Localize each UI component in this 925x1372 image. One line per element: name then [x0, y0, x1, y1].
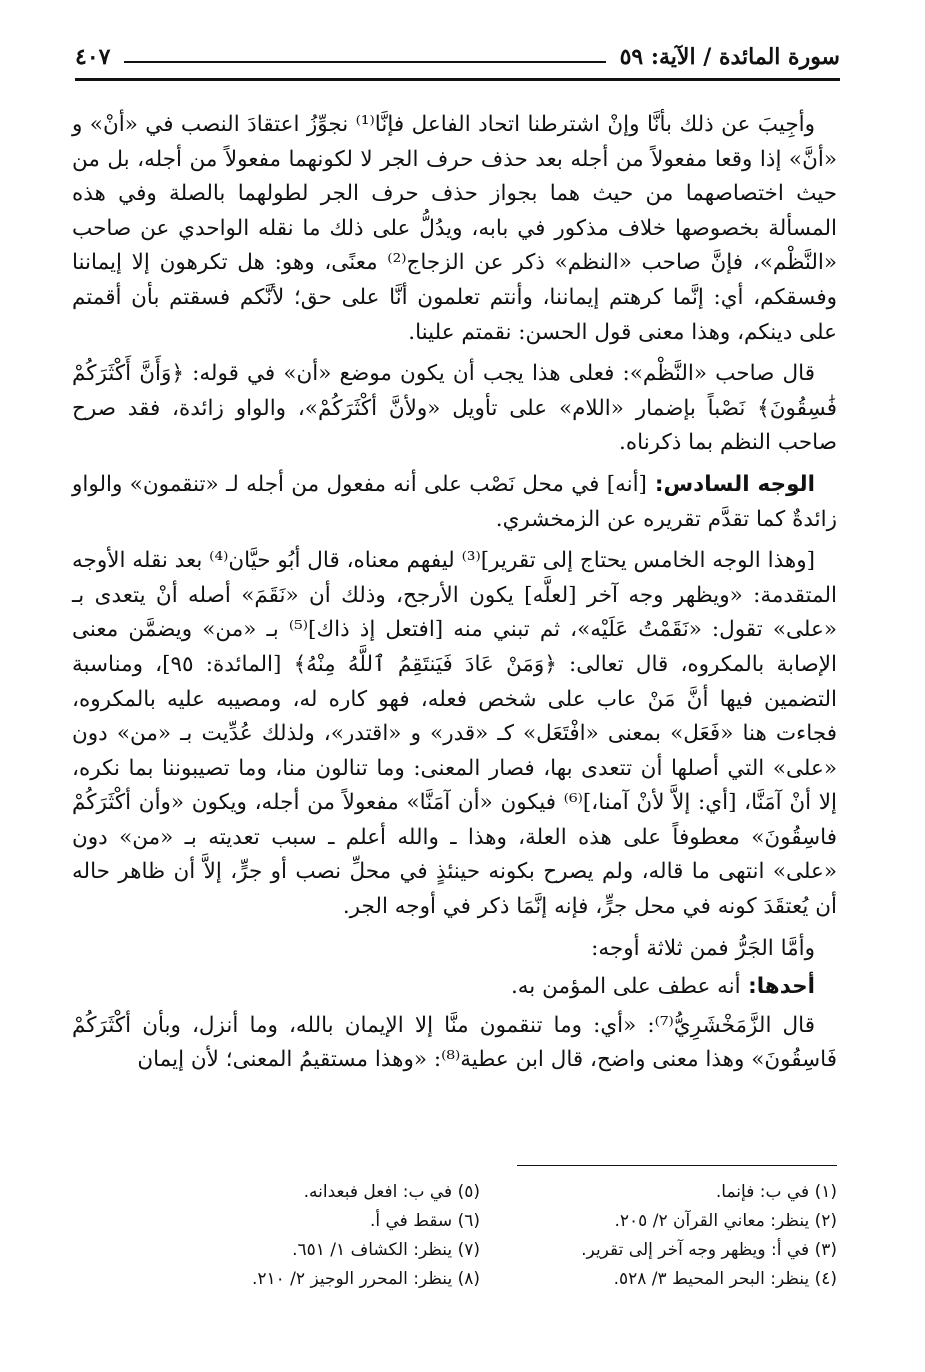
page-number: ٤٠٧	[75, 44, 111, 70]
paragraph	[72, 1009, 837, 1078]
footnote: (٥) في ب: افعل فبعدانه.	[303, 1182, 480, 1202]
footnote: (٧) ينظر: الكشاف ١/ ٦٥١.	[292, 1240, 480, 1260]
footnote-column-left	[150, 1178, 480, 1294]
footnote-column-right	[507, 1178, 837, 1294]
header-divider	[124, 61, 605, 63]
page-header	[75, 40, 840, 74]
footnote: (٢) ينظر: معاني القرآن ٢/ ٢٠٥.	[614, 1211, 837, 1231]
header-rule	[75, 78, 840, 81]
paragraph-text: قال الزَّمَخْشَرِيُّ⁽⁷⁾: «أي: وما تنقمون منَّا إلا الإيمان بالله، وما أنزل، وبأن أكْثَرَكُمْ فَاسِقُونَ» وهذا معنى واضح، قال ابن عطية⁽⁸⁾: «وهذا مستقيمُ المعنى؛ لأن إيمان	[72, 1012, 837, 1073]
paragraph-text: [أنه] في محل نَصْب على أنه مفعول من أجله لـ «تنقمون» والواو زائدةٌ كما تقدَّم تقريره عن الزمخشري.	[72, 471, 837, 532]
footnote: (٣) في أ: ويظهر وجه آخر إلى تقرير.	[581, 1240, 837, 1260]
paragraph-text: [وهذا الوجه الخامس يحتاج إلى تقرير]⁽³⁾ ليفهم معناه، قال أبُو حيَّان⁽⁴⁾ بعد نقله الأوجه المتقدمة: «ويظهر وجه آخر [لعلَّه] يكون الأرجح، وذلك أن «نَقَمَ» أصله أنْ يتعدى بـ «على» تقول: «نَقَمْتُ عَلَيْه»، ثم تبني منه [افتعل إذ ذاك]⁽⁵⁾ بـ «من» ويضمَّن معنى الإصابة بالمكروه، قال تعالى: ﴿وَمَنْ عَادَ فَيَنتَقِمُ ٱللَّهُ مِنْهُ﴾ [المائدة: ٩٥]، ومناسبة التضمين فيها أنَّ مَنْ عاب على شخص فعله، فهو كاره له، ومصيبه عليه بالمكروه، فجاءت هنا «فَعَل» بمعنى «افْتَعَل» كـ «قدر» و «اقتدر»، ولذلك عُدِّيت بـ «من» دون «على» التي أصلها أن تتعدى بها، فصار المعنى: وما تنالون منا، وما تصيبوننا بما نكره، إلا أنْ آمَنَّا، [أي: إلاَّ لأنْ آمنا،]⁽⁶⁾ فيكون «أن آمَنَّا» مفعولاً من أجله، ويكون «وأن أكْثَرَكُمْ فاسِقُونَ» معطوفاً على هذه العلة، وهذا ـ والله أعلم ـ سبب تعديته بـ «من» دون «على» انتهى ما قاله، ولم يصرح بكونه حينئذٍ في محلِّ نصب أو جرٍّ، إلاَّ أن ظاهر حاله أن يُعتقَدَ كونه في محل جرٍّ، فإنه إنَّمَا ذكر في أوجه الجر.	[72, 548, 838, 920]
paragraph	[72, 970, 837, 1005]
section-heading: الوجه السادس:	[646, 471, 815, 497]
paragraph	[72, 468, 837, 537]
paragraph-text: قال صاحب «النَّظْم»: فعلى هذا يجب أن يكون موضع «أن» في قوله: ﴿وَأَنَّ أَكْثَرَكُمْ فَٰسِقُونَ﴾ نَصْباً بإضمار «اللام» على تأويل «ولأنَّ أكْثَرَكُمْ»، والواو زائدة، فقد صرح صاحب النظم بما ذكرناه.	[72, 361, 837, 456]
paragraph-text: أنه عطف على المؤمن به.	[510, 974, 741, 1000]
paragraph	[72, 357, 837, 461]
paragraph	[72, 108, 837, 350]
footnote: (١) في ب: فإنما.	[715, 1182, 837, 1202]
paragraph-text: وأمَّا الجَرُّ فمن ثلاثة أوجه:	[591, 935, 815, 961]
paragraph	[72, 544, 837, 925]
footnote: (٤) ينظر: البحر المحيط ٣/ ٥٢٨.	[613, 1269, 837, 1289]
paragraph-text: وأجِيبَ عن ذلك بأنَّا وإنْ اشترطنا اتحاد الفاعل فإنَّا⁽¹⁾ نجوِّزُ اعتقادَ النصب في «أنْ» و «أنَّ» إذا وقعا مفعولاً من أجله بعد حذف حرف الجر لا لكونهما مفعولاً من أجله، بل من حيث اختصاصهما من حيث هما بجواز حذف حرف الجر لطولهما بالصلة وفي هذه المسألة بخصوصها خلاف مذكور في بابه، ويدُلُّ على ذلك ما نقله الواحدي عن صاحب «النَّظْم»، فإنَّ صاحب «النظم» ذكر عن الزجاج⁽²⁾ معنًى، وهو: هل تكرهون إلا إيماننا وفسقكم، أي: إنَّما كرهتم إيماننا، وأنتم تعلمون أنَّا على حق؛ لأنَّكم فسقتم بأن أقمتم على دينكم، وهذا معنى قول الحسن: نقمتم علينا.	[72, 112, 837, 345]
main-text	[72, 108, 837, 1085]
footnote: (٨) ينظر: المحرر الوجيز ٢/ ٢١٠.	[251, 1269, 480, 1289]
paragraph	[72, 932, 837, 967]
footnotes	[150, 1178, 837, 1294]
footnote-divider	[517, 1165, 837, 1166]
section-heading: أحدها:	[740, 974, 815, 1000]
running-title: سورة المائدة / الآية: ٥٩	[619, 44, 840, 70]
footnote: (٦) سقط في أ.	[369, 1211, 480, 1231]
